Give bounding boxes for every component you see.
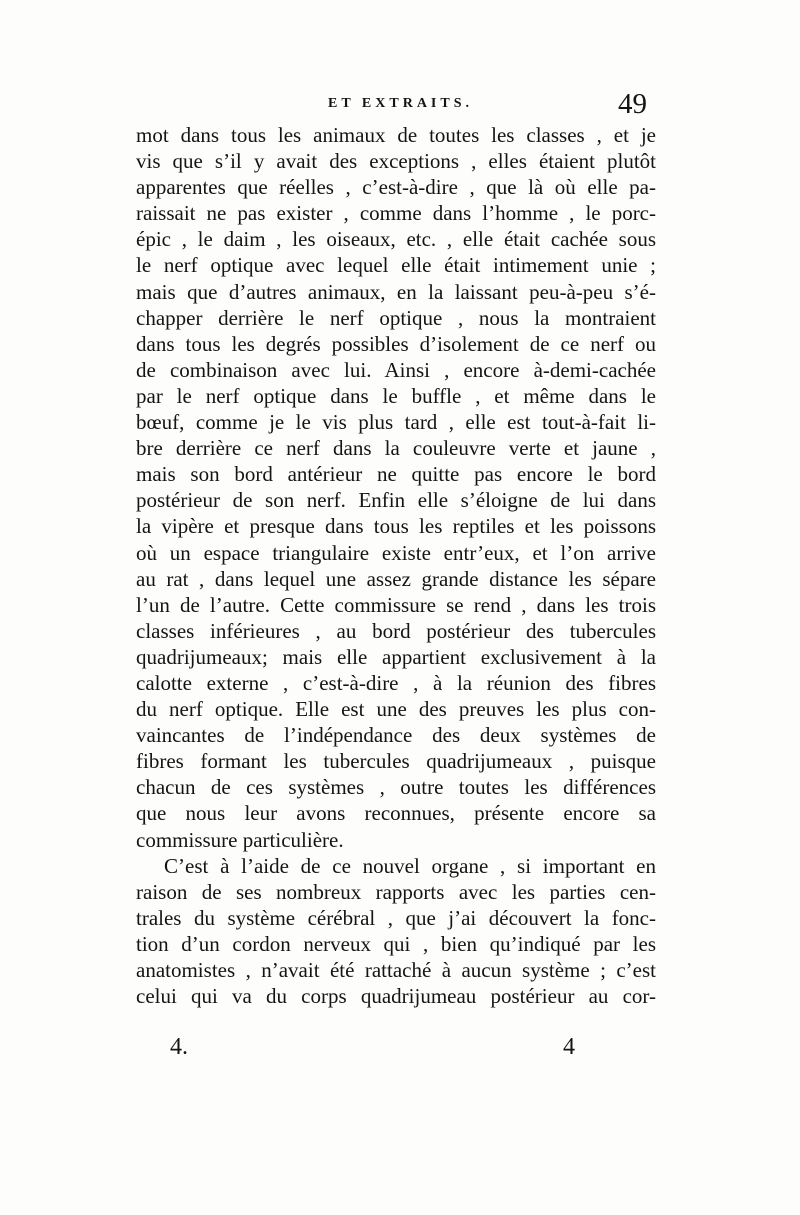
text-line: celui qui va du corps quadrijumeau postérieur au cor- (136, 984, 656, 1009)
text-line: postérieur de son nerf. Enfin elle s’éloigne de lui dans (136, 488, 656, 513)
text-line: bre derrière ce nerf dans la couleuvre verte et jaune , (136, 436, 656, 461)
text-line: où un espace triangulaire existe entr’eux, et l’on arrive (136, 540, 656, 565)
text-line: l’un de l’autre. Cette commissure se rend , dans les trois (136, 592, 656, 617)
page-number: 49 (618, 88, 647, 120)
text-line: par le nerf optique dans le buffle , et même dans le (136, 383, 656, 408)
text-line: calotte externe , c’est-à-dire , à la réunion des fibres (136, 670, 656, 695)
text-line: vis que s’il y avait des exceptions , elles étaient plutôt (136, 149, 656, 174)
text-line: le nerf optique avec lequel elle était intimement unie ; (136, 253, 656, 278)
text-line: fibres formant les tubercules quadrijumeaux , puisque (136, 749, 656, 774)
text-line: C’est à l’aide de ce nouvel organe , si important en (164, 853, 656, 878)
signature-mark-right: 4 (563, 1034, 575, 1060)
text-line: quadrijumeaux; mais elle appartient exclusivement à la (136, 644, 656, 669)
text-line: mais son bord antérieur ne quitte pas encore le bord (136, 462, 656, 487)
text-line: mot dans tous les animaux de toutes les classes , et je (136, 123, 656, 147)
text-line: vaincantes de l’indépendance des deux systèmes de (136, 723, 656, 748)
text-line: apparentes que réelles , c’est-à-dire , que là où elle pa- (136, 175, 656, 200)
text-line: du nerf optique. Elle est une des preuves les plus con- (136, 697, 656, 722)
text-line: trales du système cérébral , que j’ai découvert la fonc- (136, 905, 656, 930)
body-text (136, 122, 656, 1009)
text-line: anatomistes , n’avait été rattaché à aucun système ; c’est (136, 958, 656, 982)
text-line: mais que d’autres animaux, en la laissant peu-à-peu s’é- (136, 279, 656, 304)
signature-mark-left: 4. (170, 1034, 188, 1060)
text-line: de combinaison avec lui. Ainsi , encore à-demi-cachée (136, 357, 656, 382)
text-line: raissait ne pas exister , comme dans l’homme , le porc- (136, 201, 656, 226)
text-line: bœuf, comme je le vis plus tard , elle est tout-à-fait li- (136, 410, 656, 435)
text-line: chacun de ces systèmes , outre toutes les différences (136, 775, 656, 800)
text-line: commissure particulière. (136, 827, 344, 852)
text-line: au rat , dans lequel une assez grande distance les sépare (136, 566, 656, 591)
text-line: tion d’un cordon nerveux qui , bien qu’indiqué par les (136, 931, 656, 956)
text-line: la vipère et presque dans tous les reptiles et les poissons (136, 514, 656, 539)
text-line: épic , le daim , les oiseaux, etc. , elle était cachée sous (136, 227, 656, 252)
text-line: dans tous les degrés possibles d’isolement de ce nerf ou (136, 331, 656, 356)
text-line: chapper derrière le nerf optique , nous la montraient (136, 305, 656, 330)
text-line: raison de ses nombreux rapports avec les parties cen- (136, 879, 656, 904)
text-line: que nous leur avons reconnues, présente encore sa (136, 801, 656, 826)
text-line: classes inférieures , au bord postérieur des tubercules (136, 618, 656, 643)
running-head: ET EXTRAITS. (328, 96, 474, 111)
